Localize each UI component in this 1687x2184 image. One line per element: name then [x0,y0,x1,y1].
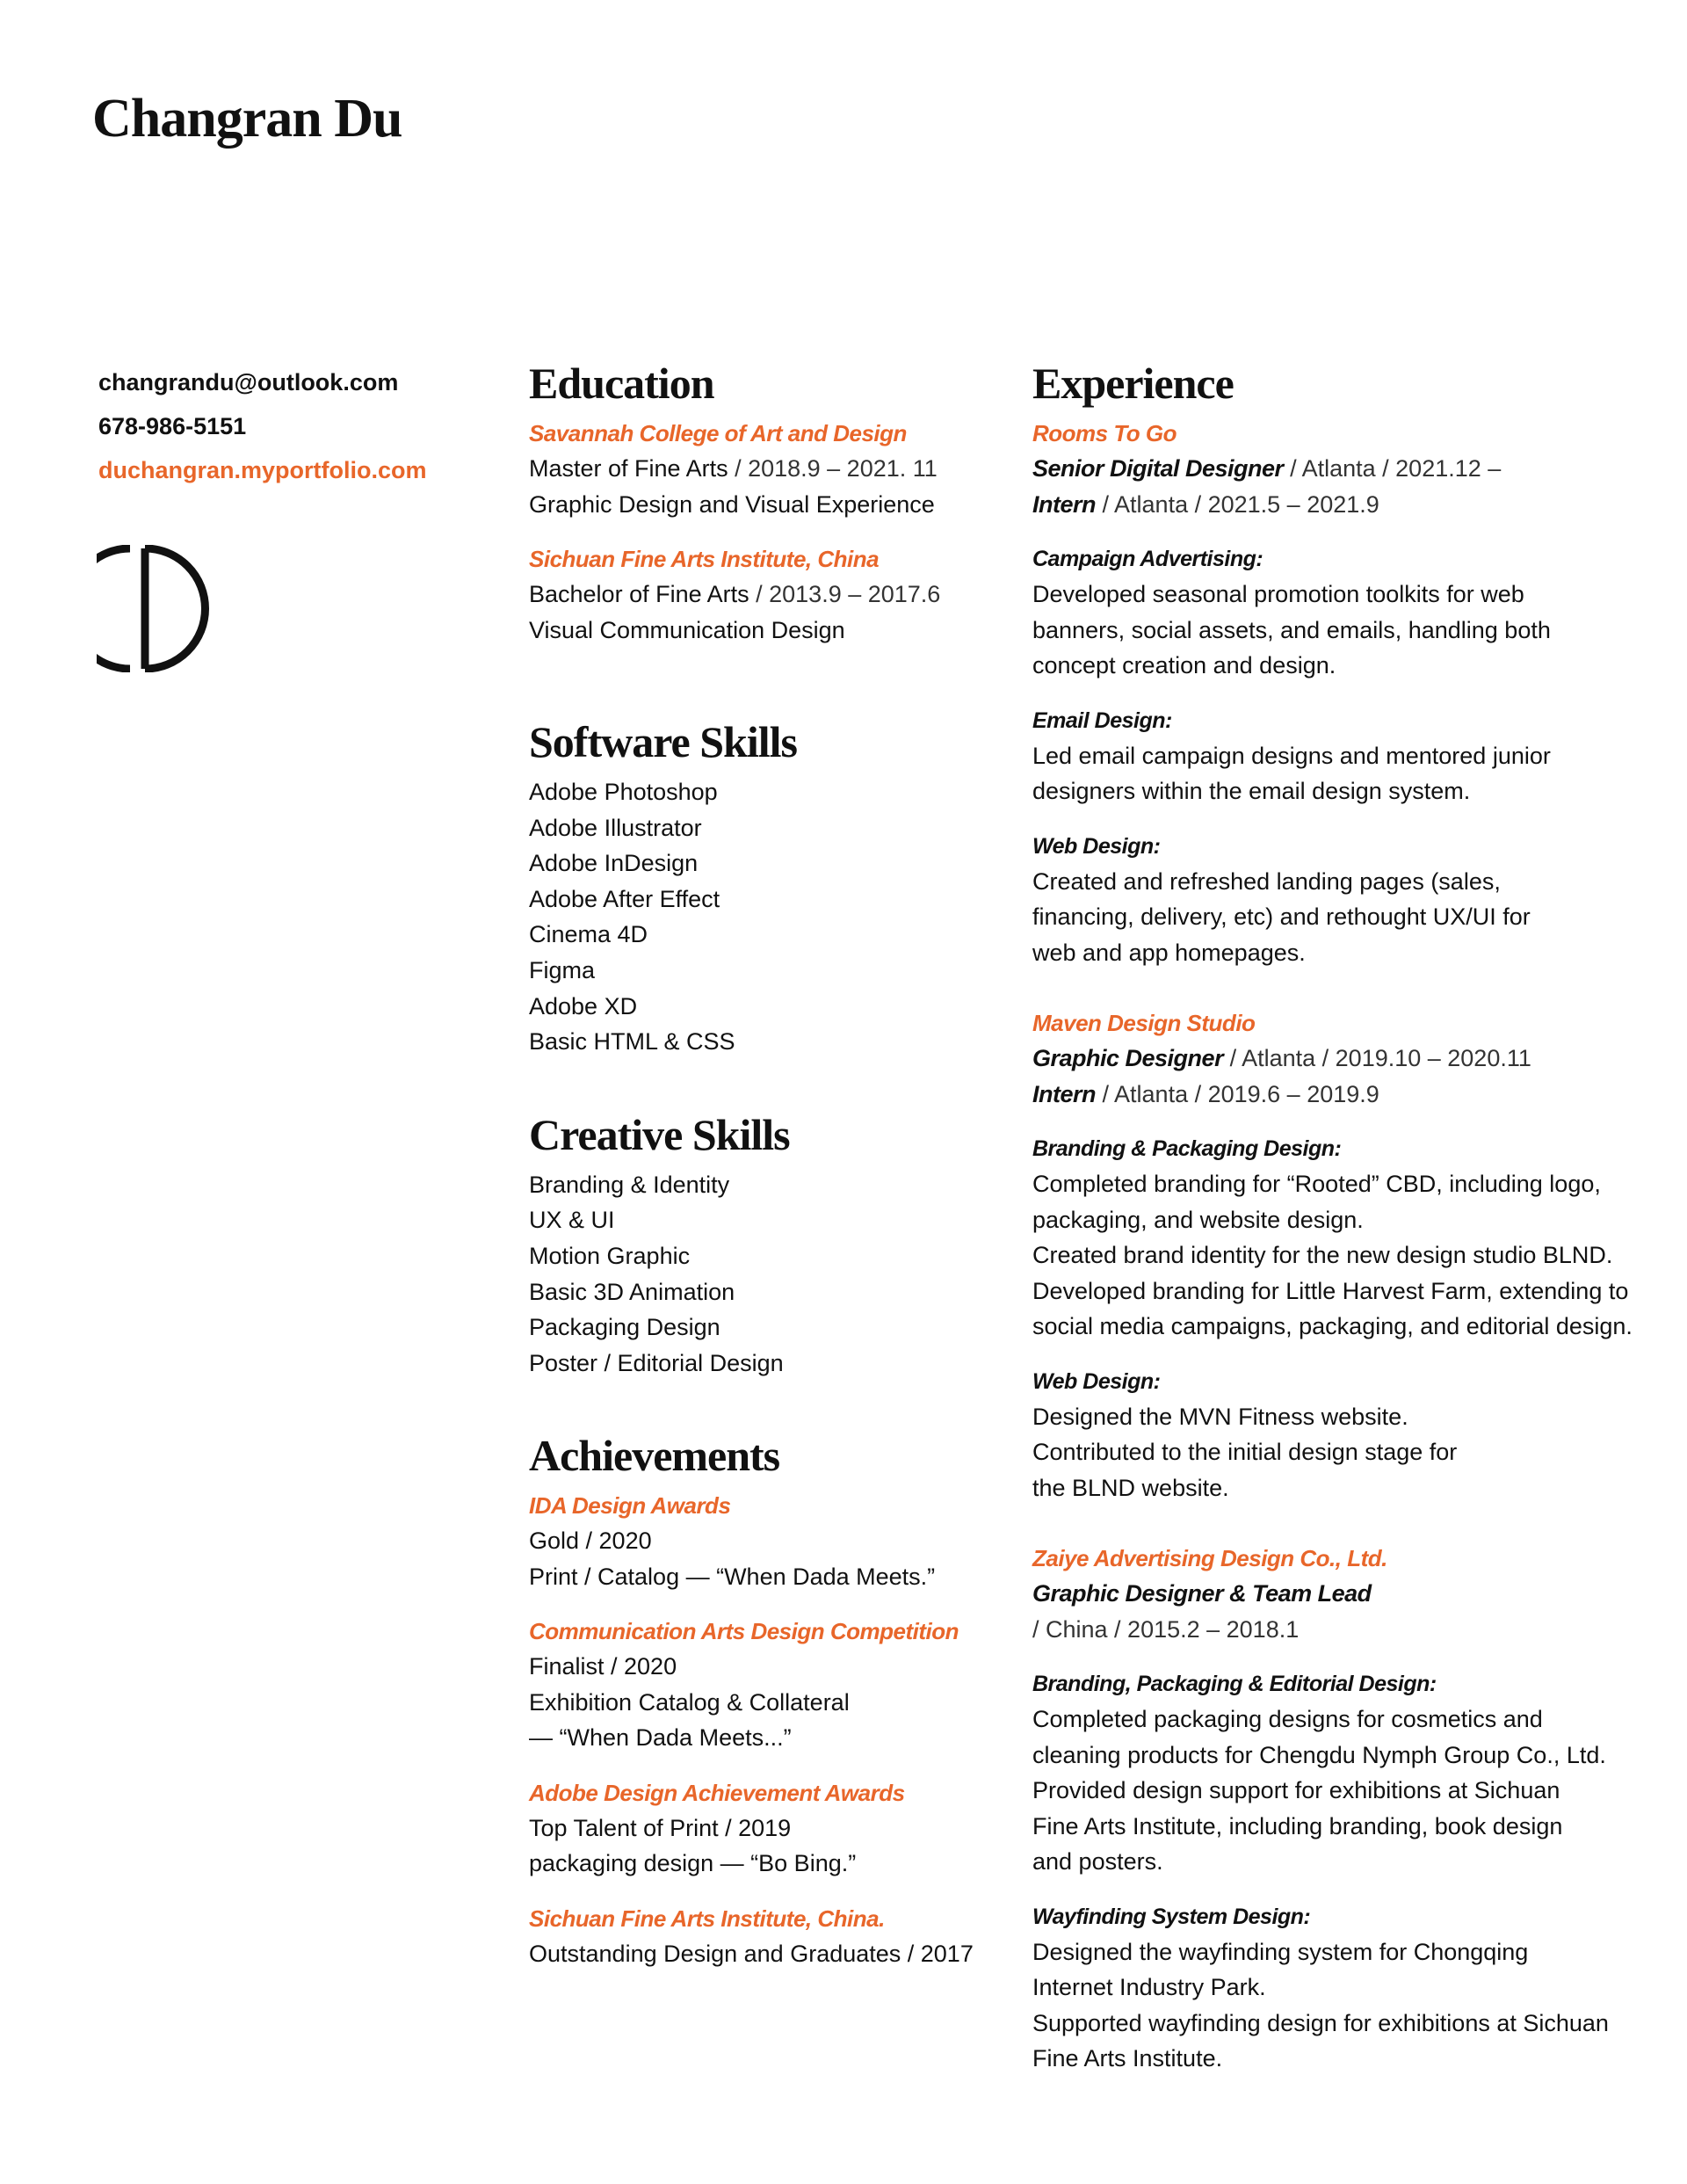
achievement-line: Gold / 2020 [529,1527,652,1555]
middle-column [529,356,1003,1991]
achievement-line: Finalist / 2020 [529,1653,677,1680]
creative-skill: Packaging Design [529,1314,720,1341]
responsibility-line: web and app homepages. [1032,939,1306,966]
role-title: Graphic Designer [1032,1045,1224,1071]
responsibility-line: and posters. [1032,1848,1163,1875]
role-detail: / Atlanta / 2019.10 – 2020.11 [1223,1045,1531,1071]
responsibility-line: concept creation and design. [1032,652,1336,678]
phone-text[interactable]: 678-986-5151 [98,413,247,439]
role-detail: / Atlanta / 2021.5 – 2021.9 [1096,490,1379,518]
responsibility-line: Completed branding for “Rooted” CBD, including logo, [1032,1171,1601,1197]
creative-skill: Poster / Editorial Design [529,1349,784,1376]
responsibility-heading: Branding, Packaging & Editorial Design: [1032,1672,1437,1696]
responsibility-line: Created and refreshed landing pages (sales, [1032,867,1501,895]
responsibility-heading: Wayfinding System Design: [1032,1904,1311,1929]
creative-skill: Branding & Identity [529,1171,730,1198]
responsibility-line: banners, social assets, and emails, handling both [1032,616,1551,643]
responsibility-line: social media campaigns, packaging, and editorial design. [1032,1313,1633,1339]
education-title: Education [529,359,714,408]
contact-info [98,360,485,492]
achievement-line: Exhibition Catalog & Collateral [529,1688,850,1716]
education-entry [529,541,1003,648]
role-line [1032,487,1604,523]
role-line [1032,1041,1604,1077]
education-degree-line [529,451,1003,487]
education-entry [529,416,1003,522]
responsibility-line: Internet Industry Park. [1032,1974,1266,2000]
software-skill: Adobe XD [529,992,638,1019]
achievement-entry [529,1901,1003,1972]
role-line [1032,451,1604,487]
creative-skills-title: Creative Skills [529,1109,790,1159]
responsibility-line: Developed seasonal promotion toolkits for web [1032,581,1524,607]
right-column [1032,356,1633,2096]
responsibility-line: the BLND website. [1032,1474,1229,1501]
responsibility-section [1032,703,1604,809]
education-school: Savannah College of Art and Design [529,420,907,446]
education-field: Graphic Design and Visual Experience [529,490,935,518]
responsibility-section [1032,1364,1604,1506]
role-detail: / China / 2015.2 – 2018.1 [1032,1615,1300,1643]
software-skill: Figma [529,956,596,983]
experience-job [1032,1005,1633,1506]
responsibility-line: cleaning products for Chengdu Nymph Group Co., Ltd. [1032,1741,1606,1768]
role-detail: / Atlanta / 2021.12 – [1283,455,1502,482]
responsibility-section [1032,829,1604,971]
achievement-org: Sichuan Fine Arts Institute, China. [529,1905,885,1932]
responsibility-line: Designed the MVN Fitness website. [1032,1403,1408,1430]
achievement-line: packaging design — “Bo Bing.” [529,1850,857,1877]
achievement-org: Adobe Design Achievement Awards [529,1779,905,1806]
experience-job [1032,1541,1609,2077]
achievement-org: IDA Design Awards [529,1492,731,1520]
responsibility-line: Fine Arts Institute, including branding, book design [1032,1812,1563,1839]
responsibility-section [1032,1666,1604,1880]
responsibility-line: Supported wayfinding design for exhibitions at Sichuan [1032,2009,1609,2036]
role-title: Senior Digital Designer [1032,455,1284,482]
creative-skill: Motion Graphic [529,1242,691,1269]
achievement-line: — “When Dada Meets...” [529,1724,792,1752]
role-line [1032,1077,1604,1113]
responsibility-section [1032,541,1604,684]
responsibility-line: financing, delivery, etc) and rethought UX/UI for [1032,903,1531,930]
responsibility-line: Fine Arts Institute. [1032,2045,1223,2072]
role-line [1032,1576,1604,1612]
achievement-org: Communication Arts Design Competition [529,1618,959,1645]
email-text[interactable]: changrandu@outlook.com [98,369,399,395]
role-title: Intern [1032,490,1097,518]
education-school: Sichuan Fine Arts Institute, China [529,546,880,572]
responsibility-line: Contributed to the initial design stage for [1032,1439,1458,1465]
responsibility-heading: Campaign Advertising: [1032,547,1263,571]
responsibility-line: packaging, and website design. [1032,1206,1364,1233]
job-roles [1032,1041,1604,1112]
role-detail: / Atlanta / 2019.6 – 2019.9 [1096,1080,1379,1107]
creative-skill: UX & UI [529,1207,615,1234]
responsibility-line: Provided design support for exhibitions at Sichuan [1032,1777,1560,1803]
resume-name: Changran Du [92,89,402,149]
responsibility-line: designers within the email design system. [1032,778,1471,804]
responsibility-line: Created brand identity for the new design studio BLND. [1032,1242,1613,1268]
experience-job [1032,416,1604,970]
education-degree-line [529,577,1003,613]
responsibility-section [1032,1131,1633,1345]
responsibility-heading: Web Design: [1032,833,1161,859]
achievement-entry [529,1488,1003,1594]
responsibility-heading: Email Design: [1032,707,1172,733]
software-skill: Cinema 4D [529,921,648,948]
creative-skill: Basic 3D Animation [529,1278,735,1305]
achievement-line: Top Talent of Print / 2019 [529,1814,792,1841]
education-field: Visual Communication Design [529,616,845,643]
achievement-entry [529,1775,1003,1882]
portfolio-link[interactable]: duchangran.myportfolio.com [98,457,427,483]
company-name: Zaiye Advertising Design Co., Ltd. [1032,1545,1387,1571]
responsibility-heading: Web Design: [1032,1368,1161,1394]
education-degree: Bachelor of Fine Arts [529,581,749,607]
software-skills-title: Software Skills [529,717,797,766]
achievement-line: Print / Catalog — “When Dada Meets.” [529,1563,936,1590]
software-skill: Basic HTML & CSS [529,1028,735,1056]
responsibility-section [1032,1899,1609,2077]
role-title: Intern [1032,1080,1097,1107]
company-name: Maven Design Studio [1032,1010,1256,1036]
experience-title: Experience [1032,359,1234,408]
achievement-line: Outstanding Design and Graduates / 2017 [529,1940,974,1967]
software-skill: Adobe Photoshop [529,779,718,805]
education-degree: Master of Fine Arts [529,455,728,482]
role-line [1032,1612,1604,1648]
responsibility-heading: Branding & Packaging Design: [1032,1136,1342,1161]
responsibility-line: Designed the wayfinding system for Chongqing [1032,1938,1529,1965]
job-roles [1032,1576,1604,1647]
responsibility-line: Developed branding for Little Harvest Farm, extending to [1032,1277,1629,1304]
responsibility-line: Led email campaign designs and mentored junior [1032,742,1551,769]
education-dates: / 2013.9 – 2017.6 [749,581,941,607]
software-skill: Adobe After Effect [529,885,720,912]
job-roles [1032,451,1604,522]
responsibility-line: Completed packaging designs for cosmetics and [1032,1706,1543,1732]
education-dates: / 2018.9 – 2021. 11 [728,455,938,482]
software-skill: Adobe InDesign [529,850,699,877]
achievement-entry [529,1614,1003,1756]
achievements-title: Achievements [529,1431,780,1481]
company-name: Rooms To Go [1032,420,1177,446]
software-skill: Adobe Illustrator [529,814,702,841]
cd-monogram-icon [97,545,224,672]
role-title: Graphic Designer & Team Lead [1032,1580,1372,1607]
